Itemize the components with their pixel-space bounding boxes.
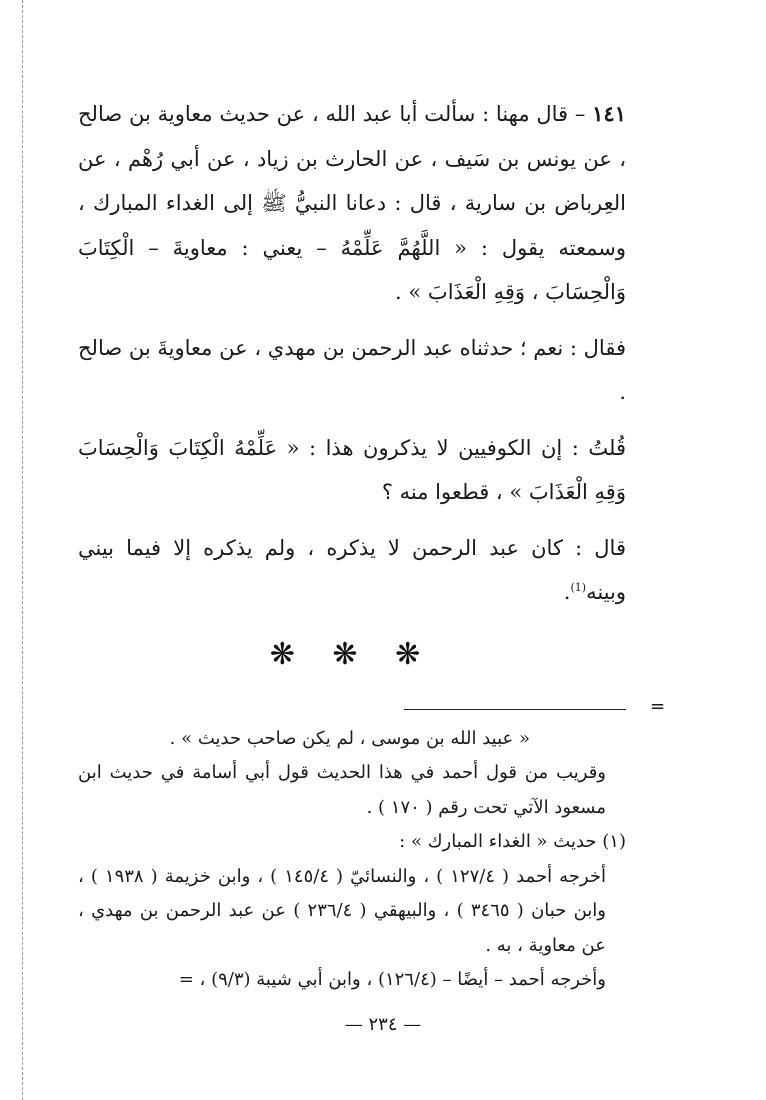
paragraph-reply xyxy=(78,326,626,415)
paragraph-text: – قال مهنا : سألت أبا عبد الله ، عن حديث معاوية بن صالح ، عن يونس بن سَيف ، عن الحارث بن زياد ، عن أبي رُهْم ، عن العِرباض بن سارية ، قال : دعانا النبيُّ ﷺ إلى الغداء المبارك ، وسمعته يقول : « اللَّهُمَّ عَلِّمْهُ – يعني : معاويةَ – الْكِتَابَ وَالْحِسَابَ ، وَقِهِ الْعَذَابَ » . xyxy=(78,102,626,304)
paragraph-end: . xyxy=(563,580,571,604)
paragraph-text: قال : كان عبد الرحمن لا يذكره ، ولم يذكره إلا فيما بيني وبينه xyxy=(78,535,626,604)
page-body xyxy=(78,92,626,998)
main-text xyxy=(78,92,626,615)
footnote-line: وأخرجه أحمد – أيضًا – (١٢٦/٤) ، وابن أبي شيبة (٩/٣) ، = xyxy=(178,969,606,990)
footnotes xyxy=(78,722,626,998)
page-number: — ٢٣٤ — xyxy=(344,1014,422,1035)
section-ornament: ❋ ❋ ❋ xyxy=(269,636,435,672)
footnote-heading: (١) حديث « الغداء المبارك » : xyxy=(399,831,626,852)
footnote-line: وقريب من قول أحمد في هذا الحديث قول أبي أسامة في حديث ابن مسعود الآتي تحت رقم ( ١٧٠ ) . xyxy=(78,762,606,818)
paragraph-hadith-141 xyxy=(78,92,626,315)
hadith-number: ١٤١ xyxy=(592,101,626,126)
binding-edge xyxy=(22,0,23,1100)
paragraph-text: قُلتُ : إن الكوفيين لا يذكرون هذا : « عَلِّمْهُ الْكِتَابَ وَالْحِسَابَ وَقِهِ الْعَذَابَ » ، قطعوا منه ؟ xyxy=(78,435,626,504)
paragraph-question xyxy=(78,426,626,515)
footnote-line: « عبيد الله بن موسى ، لم يكن صاحب حديث » . xyxy=(169,727,530,749)
footnote-separator xyxy=(404,709,626,710)
paragraph-answer xyxy=(78,526,626,615)
continuation-mark: = xyxy=(650,696,666,717)
footnote-line: أخرجه أحمد ( ١٢٧/٤ ) ، والنسائيّ ( ١٤٥/٤ ) ، وابن خزيمة ( ١٩٣٨ ) ، وابن حبان ( ٣٤٦٥ ) ، والبيهقي ( ٢٣٦/٤ ) عن عبد الرحمن بن مهدي ، عن معاوية ، به . xyxy=(78,865,606,956)
paragraph-text: فقال : نعم ؛ حدثناه عبد الرحمن بن مهدي ، عن معاويةَ بن صالح . xyxy=(78,335,626,404)
footnote-reference: (1) xyxy=(570,581,587,594)
